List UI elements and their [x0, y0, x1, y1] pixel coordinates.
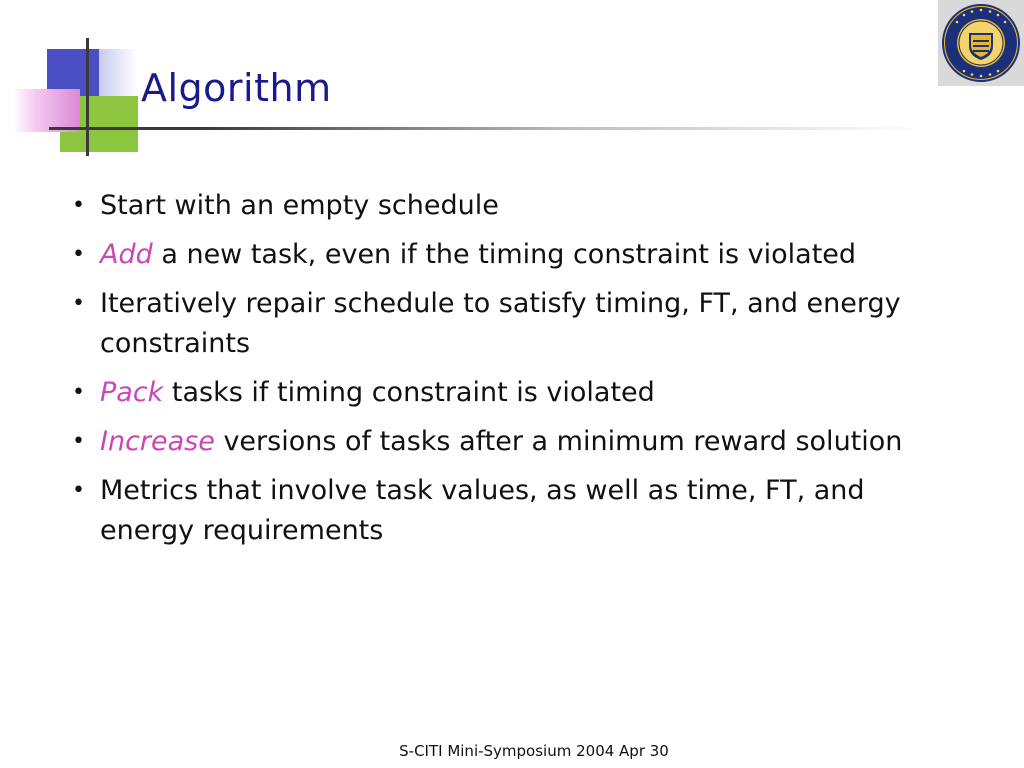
title-underline [49, 127, 919, 130]
bullet-emphasis: Add [100, 239, 153, 270]
slide-title: Algorithm [141, 66, 332, 110]
bullet-text: a new task, even if the timing constraint is violated [152, 239, 857, 270]
bullet-text: tasks if timing constraint is violated [171, 377, 655, 408]
bullet-text: Metrics that involve task values, as well as time, FT, and energy requirements [100, 475, 865, 546]
university-seal-logo [938, 0, 1024, 86]
decor-fade-square [99, 49, 137, 96]
bullet-item [60, 422, 960, 462]
bullet-text: versions of tasks after a minimum reward solution [223, 426, 903, 457]
bullet-list [60, 186, 960, 560]
bullet-dot-icon: • [72, 193, 85, 218]
seal-icon [938, 0, 1024, 86]
bullet-emphasis: Pack [100, 377, 164, 408]
bullet-item [60, 186, 960, 226]
bullet-emphasis: Increase [100, 426, 215, 457]
bullet-dot-icon: • [72, 478, 85, 503]
bullet-text: Start with an empty schedule [100, 190, 499, 221]
bullet-item [60, 471, 960, 551]
bullet-text: Iteratively repair schedule to satisfy timing, FT, and energy constraints [100, 288, 901, 359]
decor-vertical-line [86, 38, 89, 156]
bullet-item [60, 235, 960, 275]
bullet-dot-icon: • [72, 429, 85, 454]
slide-footer: S-CITI Mini-Symposium 2004 Apr 30 [399, 742, 669, 760]
bullet-item [60, 284, 960, 364]
bullet-dot-icon: • [72, 291, 85, 316]
decor-pink-square [13, 89, 80, 132]
bullet-dot-icon: • [72, 242, 85, 267]
bullet-dot-icon: • [72, 380, 85, 405]
bullet-item [60, 373, 960, 413]
